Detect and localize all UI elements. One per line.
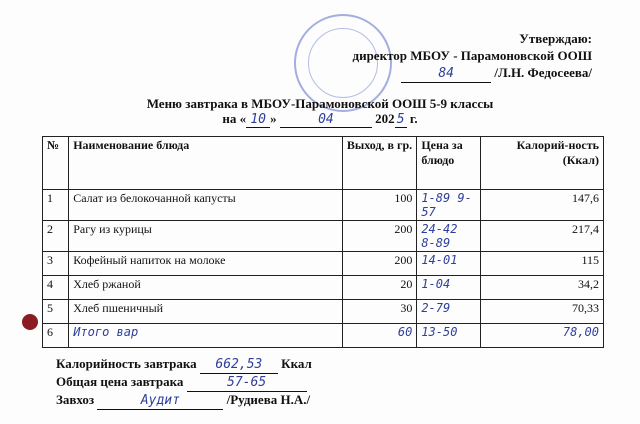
director-signature: 84 xyxy=(401,65,491,83)
date-year-prefix: 202 xyxy=(375,111,395,126)
row-output: 100 xyxy=(342,190,416,221)
footer-block xyxy=(56,356,312,410)
date-year-digit: 5 xyxy=(395,112,407,128)
header-output: Выход, в гр. xyxy=(342,137,416,190)
table-row xyxy=(43,300,604,324)
row-name: Кофейный напиток на молоке xyxy=(69,252,343,276)
row-price: 1-04 xyxy=(417,276,481,300)
row-calories: 217,4 xyxy=(481,221,604,252)
director-name: /Л.Н. Федосеева/ xyxy=(494,65,592,80)
header-calories: Калорий-ность (Ккал) xyxy=(481,137,604,190)
row-num: 3 xyxy=(43,252,69,276)
header-price: Цена за блюдо xyxy=(417,137,481,190)
row-name: Салат из белокочанной капусты xyxy=(69,190,343,221)
row-calories: 34,2 xyxy=(481,276,604,300)
table-row xyxy=(43,221,604,252)
manager-name: /Рудиева Н.А./ xyxy=(226,392,311,407)
row-price: 14-01 xyxy=(417,252,481,276)
footer-price xyxy=(56,374,312,392)
table-row xyxy=(43,276,604,300)
approval-line-2: директор МБОУ - Парамоновской ООШ xyxy=(352,48,592,63)
row-num: 4 xyxy=(43,276,69,300)
price-value: 57-65 xyxy=(187,375,307,392)
menu-table xyxy=(42,136,604,348)
row-name: Итого вар xyxy=(69,324,343,348)
row-num: 6 xyxy=(43,324,69,348)
approval-line-1: Утверждаю: xyxy=(519,31,592,46)
manager-signature: Аудит xyxy=(97,393,223,410)
date-day: 10 xyxy=(246,112,270,128)
calories-unit: Ккал xyxy=(281,356,312,371)
title-date xyxy=(0,111,640,128)
row-num: 5 xyxy=(43,300,69,324)
footer-calories xyxy=(56,356,312,374)
row-name: Рагу из курицы xyxy=(69,221,343,252)
approval-block xyxy=(353,30,592,83)
table-row xyxy=(43,190,604,221)
footer-manager xyxy=(56,392,312,410)
row-calories: 70,33 xyxy=(481,300,604,324)
row-price: 2-79 xyxy=(417,300,481,324)
date-month: 04 xyxy=(280,112,372,128)
header-name: Наименование блюда xyxy=(69,137,343,190)
row-calories: 115 xyxy=(481,252,604,276)
row-price: 13-50 xyxy=(417,324,481,348)
row-output: 30 xyxy=(342,300,416,324)
row-name: Хлеб ржаной xyxy=(69,276,343,300)
row-price: 1-89 9-57 xyxy=(417,190,481,221)
header-num: № xyxy=(43,137,69,190)
date-suffix: г. xyxy=(409,111,418,126)
row-calories: 147,6 xyxy=(481,190,604,221)
price-label: Общая цена завтрака xyxy=(56,374,184,389)
calories-label: Калорийность завтрака xyxy=(56,356,197,371)
title-line-1: Меню завтрака в МБОУ-Парамоновской ООШ 5-9 классы xyxy=(146,96,494,111)
row-name: Хлеб пшеничный xyxy=(69,300,343,324)
date-prefix: на « xyxy=(222,111,247,126)
row-num: 2 xyxy=(43,221,69,252)
approval-line-3 xyxy=(353,64,592,83)
row-output: 60 xyxy=(342,324,416,348)
date-mid: » xyxy=(270,111,277,126)
red-marker-dot xyxy=(22,314,38,330)
calories-value: 662,53 xyxy=(200,357,278,374)
row-output: 200 xyxy=(342,221,416,252)
row-price: 24-42 8-89 xyxy=(417,221,481,252)
manager-label: Завхоз xyxy=(56,392,95,407)
table-row xyxy=(43,252,604,276)
row-output: 200 xyxy=(342,252,416,276)
table-row xyxy=(43,324,604,348)
row-num: 1 xyxy=(43,190,69,221)
table-header-row xyxy=(43,137,604,190)
menu-title xyxy=(0,96,640,128)
row-output: 20 xyxy=(342,276,416,300)
row-calories: 78,00 xyxy=(481,324,604,348)
